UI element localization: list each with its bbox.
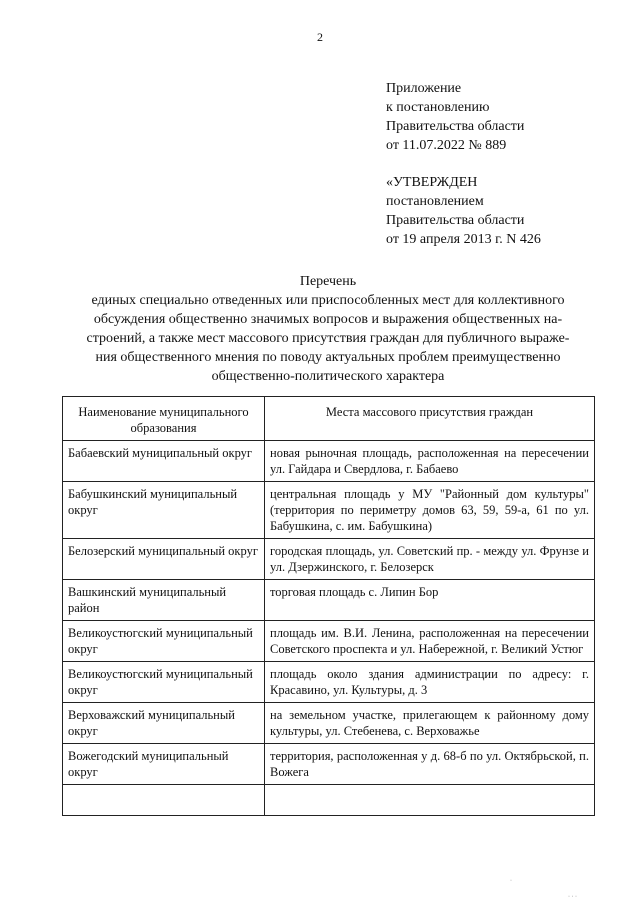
appendix-line: Правительства области <box>386 119 525 134</box>
place-cell: новая рыночная площадь, расположенная на пересечении ул. Гайдара и Свердлова, г. Бабаево <box>265 441 595 482</box>
table-row-blank <box>63 785 595 816</box>
appendix-line: от 11.07.2022 № 889 <box>386 138 507 153</box>
approved-line: «УТВЕРЖДЕН <box>386 175 478 190</box>
document-title <box>62 272 594 386</box>
appendix-line: Приложение <box>386 81 462 96</box>
title-line: Перечень <box>299 274 357 289</box>
title-line: единых специально отведенных или приспособленных мест для коллективного <box>91 293 565 308</box>
municipality-cell: Великоустюгский муниципальный округ <box>63 621 265 662</box>
column-header-places: Места массового присутствия граждан <box>265 397 595 441</box>
table-row <box>63 441 595 482</box>
municipality-cell: Вожегодский муниципальный округ <box>63 744 265 785</box>
approved-line: постановлением <box>386 194 484 209</box>
place-cell: территория, расположенная у д. 68-б по ул. Октябрьской, п. Вожега <box>265 744 595 785</box>
municipality-cell: Бабушкинский муниципальный округ <box>63 482 265 539</box>
approved-line: Правительства области <box>386 213 525 228</box>
table-row <box>63 703 595 744</box>
table-row <box>63 539 595 580</box>
municipality-cell: Белозерский муниципальный округ <box>63 539 265 580</box>
column-header-municipality: Наименование муниципального образования <box>63 397 265 441</box>
table-header-row <box>63 397 595 441</box>
municipality-cell: Вашкинский муниципальный район <box>63 580 265 621</box>
municipality-cell: Бабаевский муниципальный округ <box>63 441 265 482</box>
place-cell: торговая площадь с. Липин Бор <box>265 580 595 621</box>
scan-mark: · · · <box>568 894 577 900</box>
blank-cell <box>265 785 595 816</box>
table-row <box>63 482 595 539</box>
place-cell: центральная площадь у МУ "Районный дом культуры" (территория по периметру домов 63, 59, 59-а, 61 по ул. Бабушкина, с. им. Бабушкина) <box>265 482 595 539</box>
title-line: строений, а также мест массового присутствия граждан для публичного выраже- <box>86 331 570 346</box>
place-cell: площадь им. В.И. Ленина, расположенная на пересечении Советского проспекта и ул. Набережной, г. Великий Устюг <box>265 621 595 662</box>
table-row <box>63 621 595 662</box>
approved-line: от 19 апреля 2013 г. N 426 <box>386 232 541 247</box>
table-row <box>63 662 595 703</box>
title-line: ния общественного мнения по поводу актуальных проблем преимущественно <box>95 350 561 365</box>
place-cell: площадь около здания администрации по адресу: г. Красавино, ул. Культуры, д. 3 <box>265 662 595 703</box>
table-row <box>63 580 595 621</box>
table-row <box>63 744 595 785</box>
title-line: обсуждения общественно значимых вопросов и выражения общественных на- <box>93 312 563 327</box>
municipality-cell: Великоустюгский муниципальный округ <box>63 662 265 703</box>
scan-mark: · <box>510 878 512 884</box>
municipality-cell: Верховажский муниципальный округ <box>63 703 265 744</box>
title-line: общественно-политического характера <box>211 369 445 384</box>
blank-cell <box>63 785 265 816</box>
approved-block <box>386 173 541 249</box>
place-cell: на земельном участке, прилегающем к районному дому культуры, ул. Стебенева, с. Верховажье <box>265 703 595 744</box>
places-table <box>62 396 595 816</box>
appendix-line: к постановлению <box>386 100 490 115</box>
page-number: 2 <box>317 30 323 44</box>
place-cell: городская площадь, ул. Советский пр. - между ул. Фрунзе и ул. Дзержинского, г. Белозерск <box>265 539 595 580</box>
appendix-block <box>386 79 524 155</box>
